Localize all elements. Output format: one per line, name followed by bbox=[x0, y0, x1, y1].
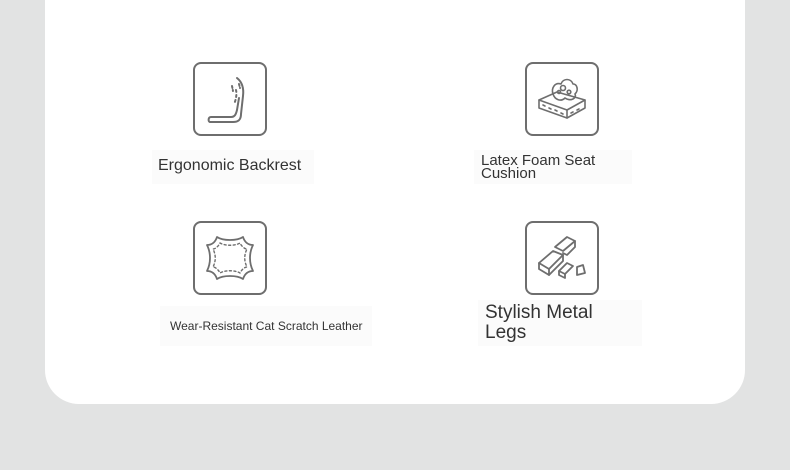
seat-backrest-icon bbox=[193, 62, 267, 136]
feature-label: Wear-Resistant Cat Scratch Leather bbox=[170, 319, 363, 333]
metal-ingots-icon bbox=[525, 221, 599, 295]
leather-hide-icon bbox=[193, 221, 267, 295]
feature-label: Latex Foam Seat Cushion bbox=[481, 152, 596, 182]
feature-label: Stylish Metal Legs bbox=[485, 302, 593, 343]
foam-sponge-icon bbox=[525, 62, 599, 136]
feature-label: Ergonomic Backrest bbox=[158, 157, 302, 174]
